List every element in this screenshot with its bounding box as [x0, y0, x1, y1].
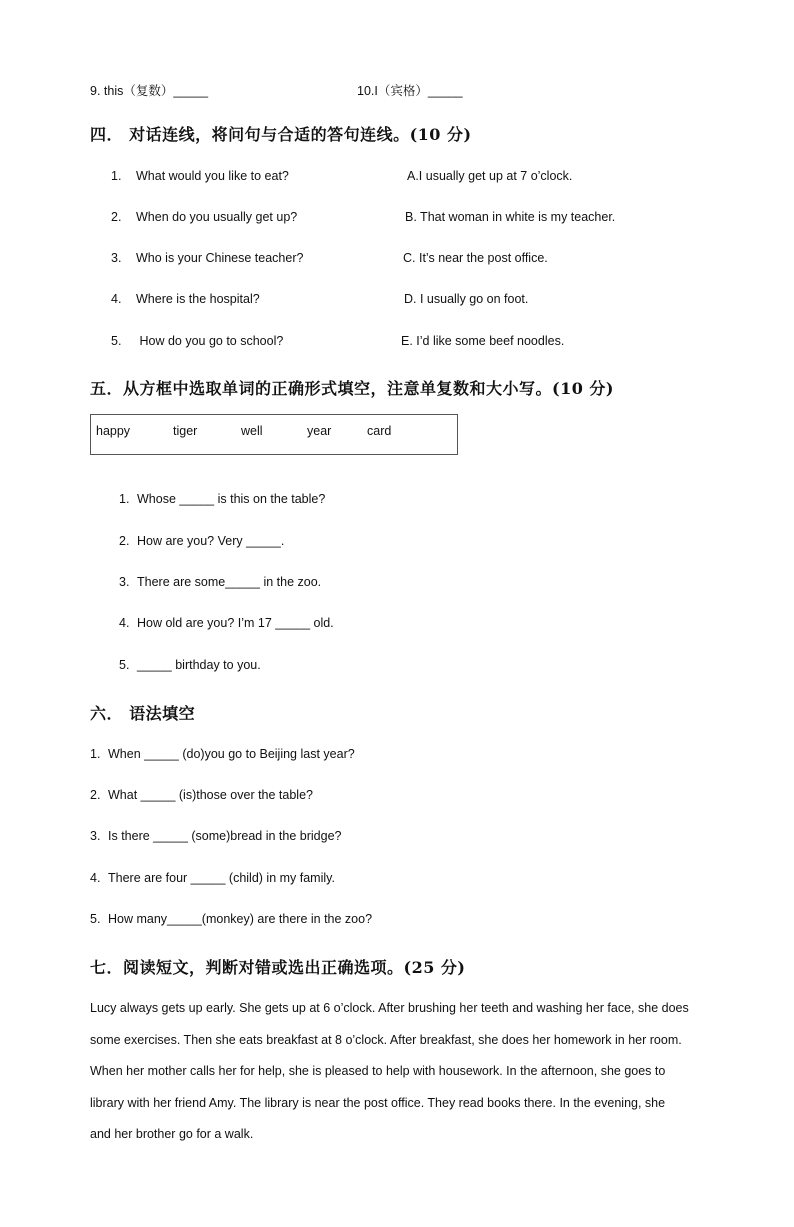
passage-line: When her mother calls her for help, she is pleased to help with housework. In the afternoon, she goes to [90, 1064, 666, 1078]
match-answer-c: C. It’s near the post office. [403, 251, 548, 265]
match-question-4 [111, 292, 260, 306]
item-number: 3. [90, 829, 101, 843]
item-number: 5. [119, 658, 130, 672]
item-text: How old are you? I’m 17 _____ old. [137, 616, 334, 630]
question-text: Where is the hospital? [136, 292, 260, 306]
item-number: 4. [90, 871, 101, 885]
item-9: 9. this（复数）_____ [90, 84, 209, 98]
question-text: How do you go to school? [136, 334, 284, 348]
fill-item-1 [119, 492, 325, 506]
section-4-heading: 四． 对话连线，将问句与合适的答句连线。(10 分) [90, 125, 472, 144]
item-number: 2. [119, 534, 130, 548]
word-bank-word: year [307, 424, 332, 438]
grammar-item-1 [90, 747, 355, 761]
item-number: 1. [90, 747, 101, 761]
fill-item-4 [119, 616, 334, 630]
fill-item-2 [119, 534, 284, 548]
passage-line: some exercises. Then she eats breakfast at 8 o’clock. After breakfast, she does her homework in her room. [90, 1032, 682, 1047]
item-text: When _____ (do)you go to Beijing last year? [108, 747, 355, 761]
item-number: 2. [90, 788, 101, 802]
match-answer-d: D. I usually go on foot. [404, 292, 529, 306]
item-text: How many_____(monkey) are there in the zoo? [108, 912, 373, 926]
item-text: How are you? Very _____. [137, 534, 285, 548]
word-bank-word: tiger [173, 424, 198, 438]
fill-item-5 [119, 658, 261, 672]
match-question-1 [111, 169, 289, 183]
section-6-heading: 六． 语法填空 [90, 704, 196, 723]
question-number: 3. [111, 251, 122, 265]
item-text: There are four _____ (child) in my family. [108, 871, 335, 885]
grammar-item-4 [90, 871, 335, 885]
match-question-2 [111, 210, 297, 224]
section-5-heading: 五．从方框中选取单词的正确形式填空，注意单复数和大小写。(10 分) [90, 379, 614, 398]
fill-item-3 [119, 575, 321, 589]
question-number: 1. [111, 169, 122, 183]
question-text: Who is your Chinese teacher? [136, 251, 304, 265]
section-7-heading: 七．阅读短文，判断对错或选出正确选项。(25 分) [90, 958, 466, 977]
question-text: What would you like to eat? [136, 169, 289, 183]
passage-line: library with her friend Amy. The library is near the post office. They read books there. In the evening, she [90, 1095, 666, 1110]
passage-line: Lucy always gets up early. She gets up at 6 o’clock. After brushing her teeth and washing her face, she does [90, 1001, 689, 1015]
question-text: When do you usually get up? [136, 210, 298, 224]
grammar-item-5 [90, 912, 372, 926]
item-number: 3. [119, 575, 130, 589]
item-text: Is there _____ (some)bread in the bridge? [108, 829, 342, 843]
grammar-item-3 [90, 829, 341, 843]
word-bank-word: happy [96, 424, 131, 438]
word-bank-word: well [241, 424, 263, 438]
item-number: 4. [119, 616, 130, 630]
match-answer-e: E. I’d like some beef noodles. [401, 334, 565, 348]
item-text: There are some_____ in the zoo. [137, 575, 322, 589]
word-bank-box [90, 414, 458, 455]
item-number: 1. [119, 492, 130, 506]
item-text: Whose _____ is this on the table? [137, 492, 326, 506]
grammar-item-2 [90, 788, 313, 802]
item-text: What _____ (is)those over the table? [108, 788, 313, 802]
reading-passage [90, 993, 710, 1151]
question-number: 5. [111, 334, 122, 348]
word-bank-word: card [367, 424, 392, 438]
match-answer-b: B. That woman in white is my teacher. [405, 210, 616, 224]
question-number: 4. [111, 292, 122, 306]
match-question-5 [111, 334, 283, 348]
passage-line: and her brother go for a walk. [90, 1127, 254, 1141]
item-text: _____ birthday to you. [137, 658, 261, 672]
match-answer-a: A.I usually get up at 7 o’clock. [407, 169, 573, 183]
item-number: 5. [90, 912, 101, 926]
match-question-3 [111, 251, 303, 265]
item-10: 10.I（宾格）_____ [357, 84, 463, 98]
question-number: 2. [111, 210, 122, 224]
